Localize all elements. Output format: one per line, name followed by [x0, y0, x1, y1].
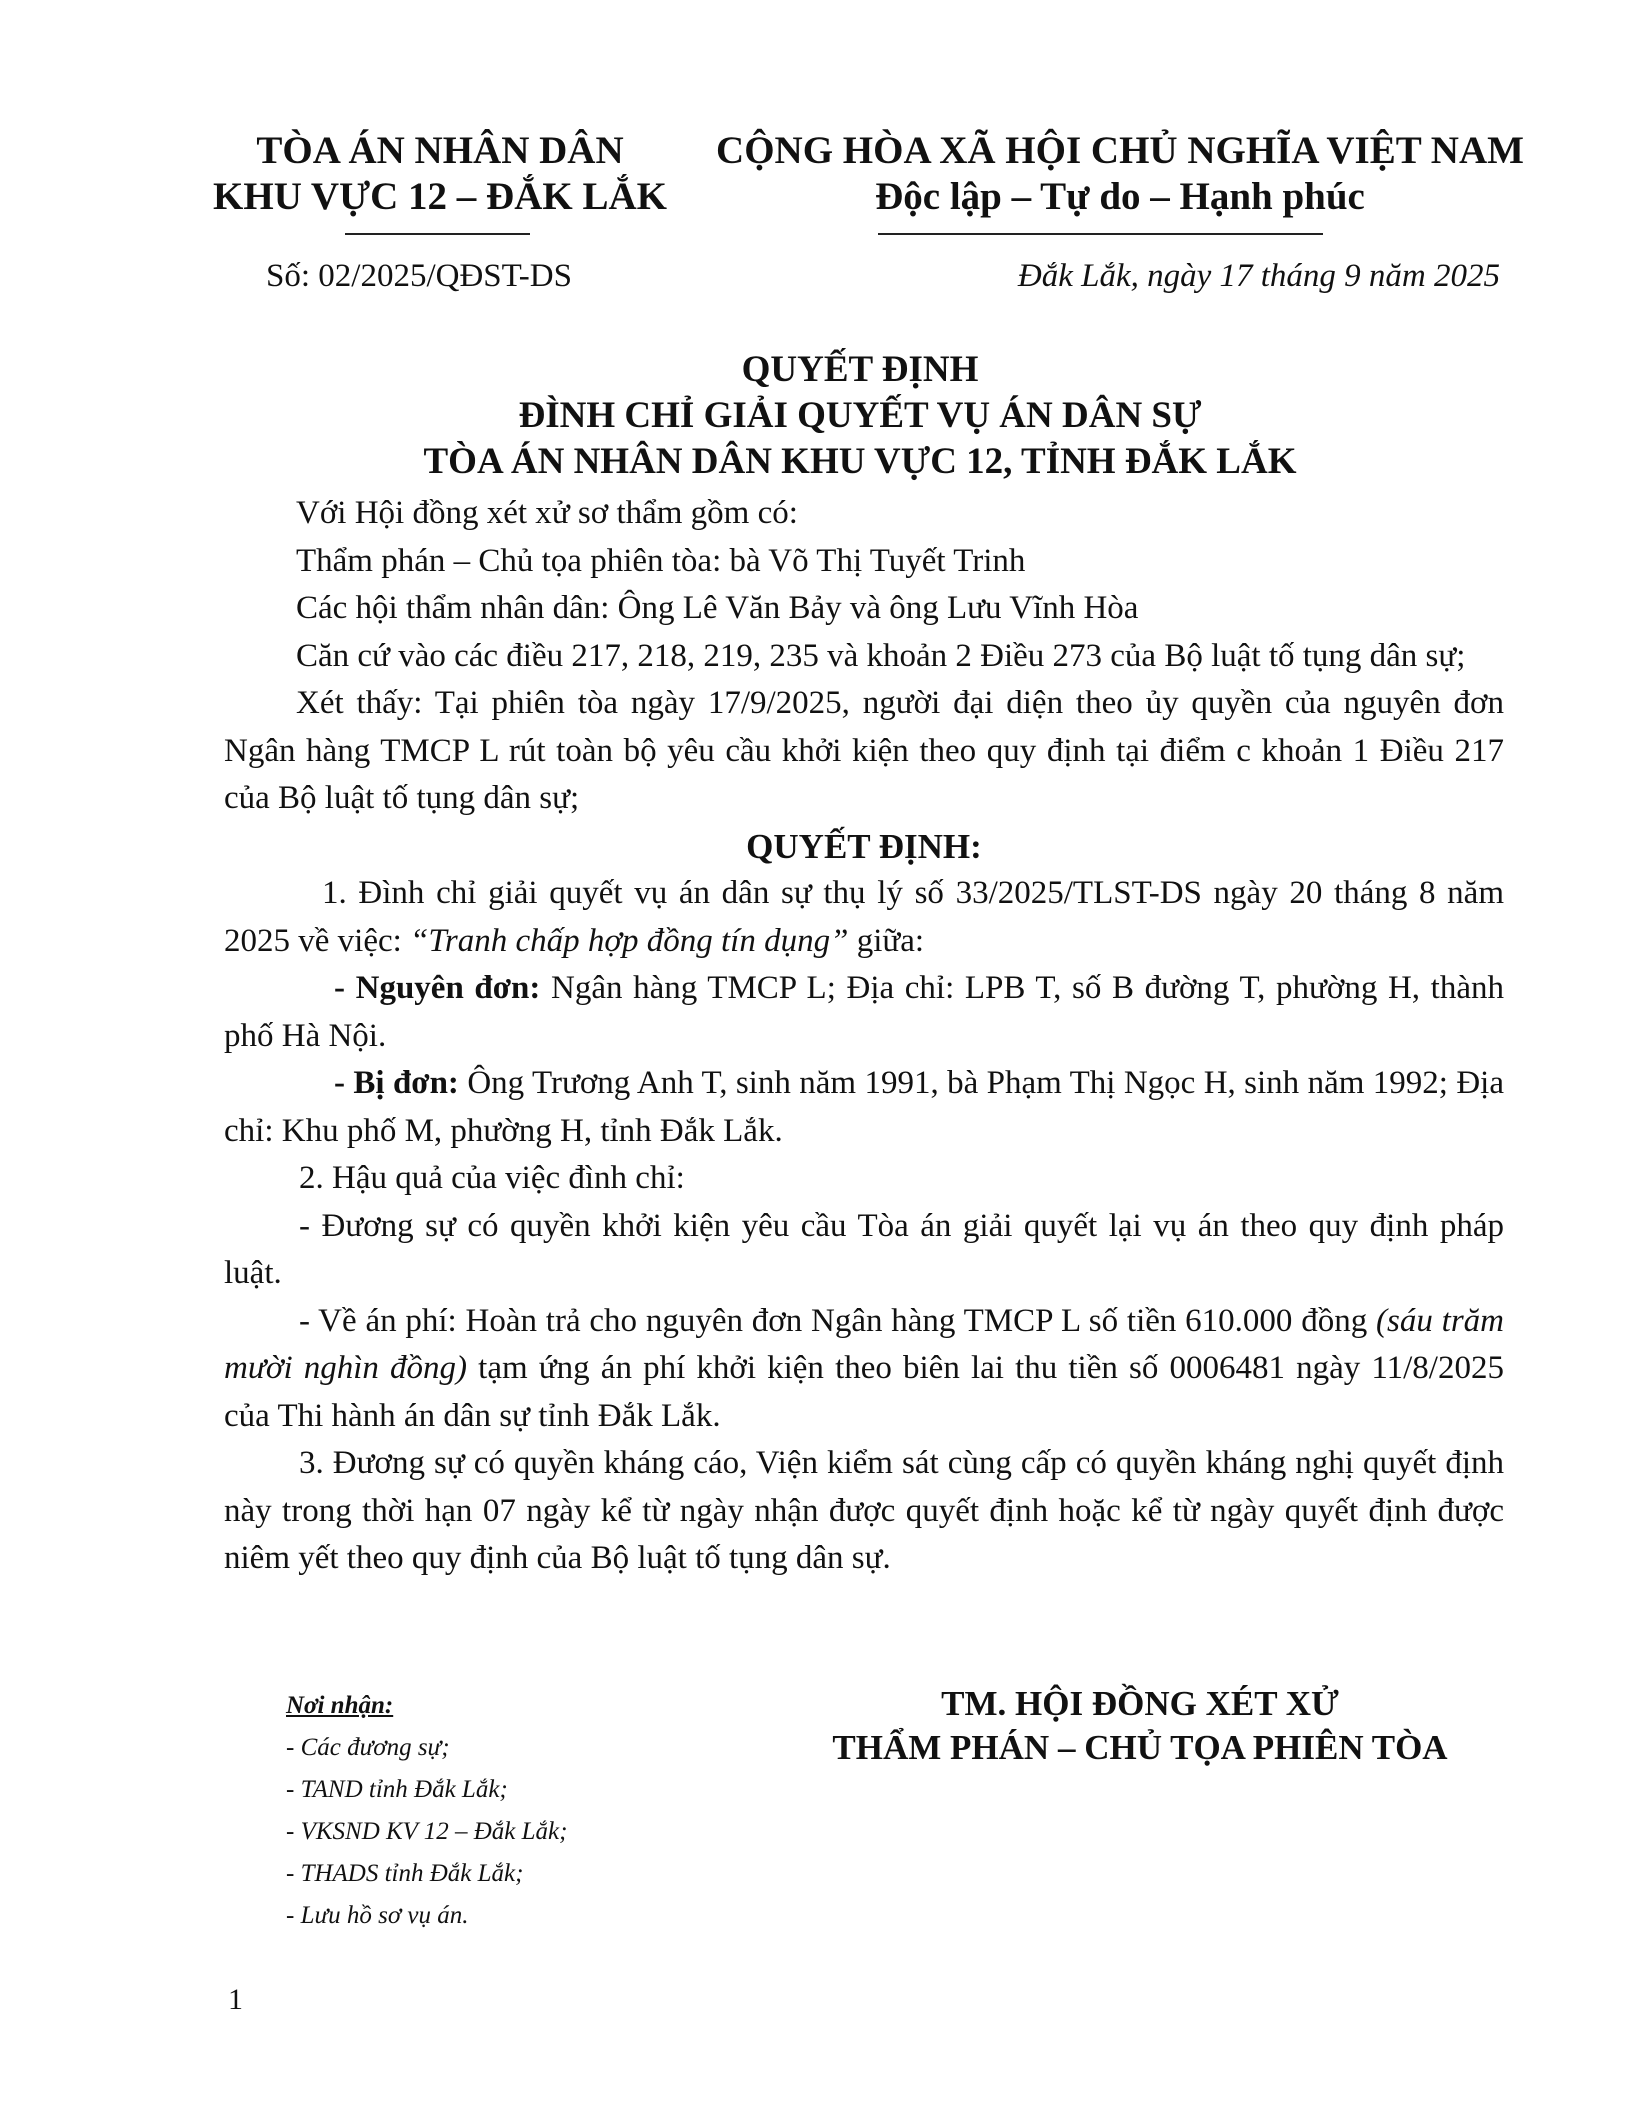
recipient-item: - THADS tỉnh Đắk Lắk;: [286, 1860, 524, 1887]
decision-heading: QUYẾT ĐỊNH:: [746, 826, 982, 866]
title-line3: TÒA ÁN NHÂN DÂN KHU VỰC 12, TỈNH ĐẮK LẮK: [423, 441, 1297, 482]
fee-text-a: - Về án phí: Hoàn trả cho nguyên đơn Ngân hàng TMCP L số tiền 610.000 đồng: [299, 1302, 1377, 1339]
document-body: [224, 490, 1504, 1583]
recipient-item: - Các đương sự;: [286, 1734, 450, 1761]
decision-item-2-heading: 2. Hậu quả của việc đình chỉ:: [299, 1160, 685, 1196]
fee-in-words: (sáu trăm mười nghìn đồng): [224, 1302, 1504, 1386]
people-assessors: Các hội thẩm nhân dân: Ông Lê Văn Bảy và ông Lưu Vĩnh Hòa: [296, 590, 1139, 626]
item1-text: 1. Đình chỉ giải quyết vụ án dân sự thụ lý số 33/2025/TLST-DS ngày 20 tháng 8 năm 2025 về việc:: [224, 875, 1504, 959]
case-type: “Tranh chấp hợp đồng tín dụng”: [410, 922, 849, 959]
court-name-underline: [345, 233, 530, 235]
item1-end: giữa:: [848, 922, 925, 959]
plaintiff-text: Ngân hàng TMCP L; Địa chỉ: LPB T, số B đường T, phường H, thành phố Hà Nội.: [224, 970, 1504, 1054]
motto-underline: [878, 233, 1323, 235]
decision-item-3: 3. Đương sự có quyền kháng cáo, Viện kiểm sát cùng cấp có quyền kháng nghị quyết định này trong thời hạn 07 ngày kể từ ngày nhận được quyết định hoặc kể từ ngày quyết định được niêm yết theo quy định của Bộ luật tố tụng dân sự.: [224, 1445, 1504, 1576]
recipient-item: - Lưu hồ sơ vụ án.: [286, 1902, 469, 1929]
place-and-date: Đắk Lắk, ngày 17 tháng 9 năm 2025: [1017, 258, 1500, 294]
court-fee: [224, 1298, 1504, 1441]
fee-text-b: tạm ứng án phí khởi kiện theo biên lai thu tiền số 0006481 ngày 11/8/2025 của Thi hành án dân sự tỉnh Đắk Lắk.: [224, 1350, 1504, 1434]
decision-item-1: [224, 870, 1504, 965]
title-line1: QUYẾT ĐỊNH: [741, 349, 979, 390]
findings: Xét thấy: Tại phiên tòa ngày 17/9/2025, người đại diện theo ủy quyền của nguyên đơn Ngân hàng TMCP L rút toàn bộ yêu cầu khởi kiện theo quy định tại điểm c khoản 1 Điều 217 của Bộ luật tố tụng dân sự;: [224, 685, 1504, 816]
national-motto: [680, 128, 1560, 220]
recipients-heading: Nơi nhận:: [286, 1692, 394, 1719]
defendant-label: - Bị đơn:: [334, 1065, 459, 1101]
recipient-item: - TAND tỉnh Đắk Lắk;: [286, 1776, 508, 1803]
court-name-line1: TÒA ÁN NHÂN DÂN: [256, 129, 624, 172]
country-name: CỘNG HÒA XÃ HỘI CHỦ NGHĨA VIỆT NAM: [716, 129, 1524, 172]
panel-intro: Với Hội đồng xét xử sơ thẩm gồm có:: [296, 495, 798, 531]
page-number: 1: [228, 1983, 243, 2016]
signature-block: [740, 1682, 1540, 1770]
presiding-judge: Thẩm phán – Chủ tọa phiên tòa: bà Võ Thị Tuyết Trinh: [296, 542, 1026, 579]
recipients-block: [286, 1685, 567, 1937]
court-name: [200, 128, 680, 220]
document-title: [200, 347, 1520, 485]
court-name-line2: KHU VỰC 12 – ĐẮK LẮK: [213, 175, 667, 218]
plaintiff: [224, 965, 1504, 1060]
document-number: Số: 02/2025/QĐST-DS: [266, 258, 572, 294]
signature-line2: THẨM PHÁN – CHỦ TỌA PHIÊN TÒA: [832, 1728, 1448, 1767]
title-line2: ĐÌNH CHỈ GIẢI QUYẾT VỤ ÁN DÂN SỰ: [518, 395, 1202, 436]
signature-line1: TM. HỘI ĐỒNG XÉT XỬ: [941, 1684, 1339, 1723]
right-to-resue: - Đương sự có quyền khởi kiện yêu cầu Tòa án giải quyết lại vụ án theo quy định pháp luật.: [224, 1207, 1504, 1291]
defendant: [224, 1060, 1504, 1155]
legal-basis: Căn cứ vào các điều 217, 218, 219, 235 và khoản 2 Điều 273 của Bộ luật tố tụng dân sự;: [296, 637, 1466, 674]
plaintiff-label: - Nguyên đơn:: [334, 970, 541, 1006]
motto: Độc lập – Tự do – Hạnh phúc: [875, 175, 1365, 218]
recipient-item: - VKSND KV 12 – Đắk Lắk;: [286, 1818, 568, 1845]
defendant-text: Ông Trương Anh T, sinh năm 1991, bà Phạm Thị Ngọc H, sinh năm 1992; Địa chỉ: Khu phố M, phường H, tỉnh Đắk Lắk.: [224, 1065, 1504, 1149]
